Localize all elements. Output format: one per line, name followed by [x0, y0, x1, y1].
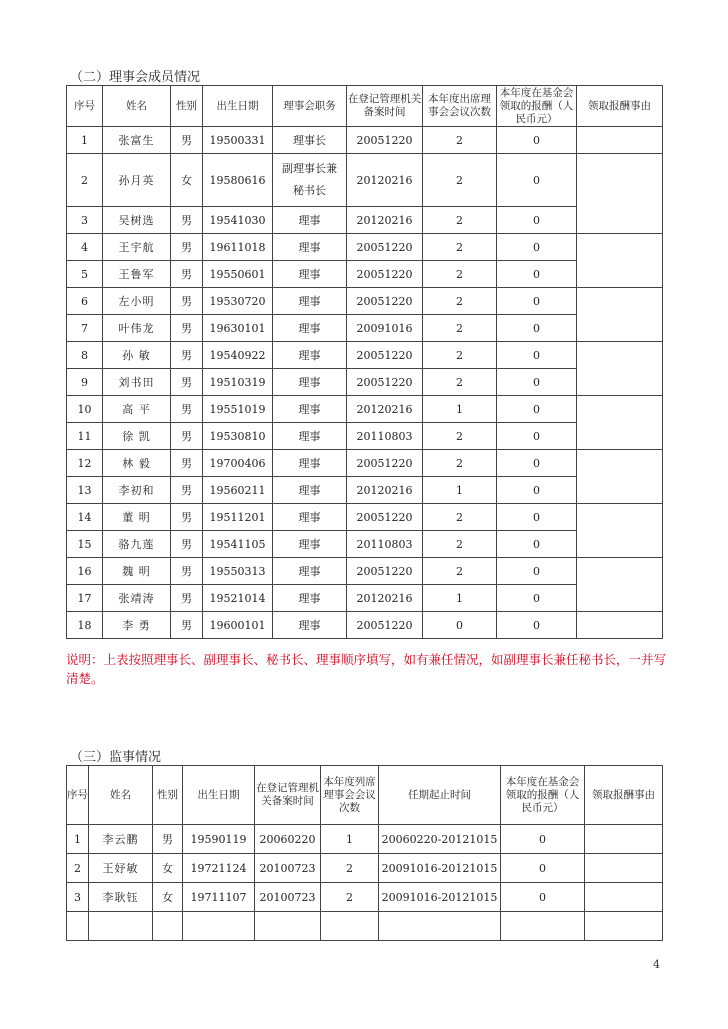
table-cell: 0 [501, 825, 585, 854]
header-cell: 性别 [153, 766, 183, 825]
table-cell [89, 912, 153, 941]
table-cell: 刘书田 [103, 369, 171, 396]
header-cell: 在登记管理机关备案时间 [347, 86, 423, 127]
table-cell: 19721124 [183, 854, 255, 883]
table-cell: 16 [67, 558, 103, 585]
header-cell: 出生日期 [203, 86, 273, 127]
table-cell: 1 [67, 127, 103, 154]
header-cell: 姓名 [103, 86, 171, 127]
table-cell: 19540922 [203, 342, 273, 369]
table-cell: 20110803 [347, 531, 423, 558]
table-cell: 理事 [273, 261, 347, 288]
table-cell: 20120216 [347, 207, 423, 234]
table-cell: 男 [171, 261, 203, 288]
table-row [67, 396, 663, 423]
header-cell: 本年度出席理事会会议次数 [423, 86, 497, 127]
table-cell: 2 [423, 154, 497, 207]
table-cell [379, 912, 501, 941]
table-row [67, 342, 663, 369]
table-cell: 0 [497, 423, 577, 450]
table-cell: 高 平 [103, 396, 171, 423]
table-cell: 徐 凯 [103, 423, 171, 450]
header-cell: 序号 [67, 86, 103, 127]
table-row [67, 450, 663, 477]
table-cell: 王宇航 [103, 234, 171, 261]
table-row [67, 825, 663, 854]
table-cell: 2 [423, 423, 497, 450]
table-cell: 20051220 [347, 127, 423, 154]
table-cell: 理事 [273, 342, 347, 369]
table-cell [585, 883, 663, 912]
table-cell: 0 [497, 342, 577, 369]
table-cell: 男 [171, 207, 203, 234]
table-cell: 20110803 [347, 423, 423, 450]
table-cell: 0 [497, 531, 577, 558]
table-cell [153, 912, 183, 941]
table-cell [577, 127, 663, 154]
table-cell: 2 [423, 558, 497, 585]
table-cell: 李云鹏 [89, 825, 153, 854]
table-row [67, 612, 663, 639]
table-row [67, 531, 663, 558]
table-cell [585, 825, 663, 854]
table-cell: 14 [67, 504, 103, 531]
table-cell: 左小明 [103, 288, 171, 315]
table-cell: 20091016-20121015 [379, 854, 501, 883]
table-cell: 19700406 [203, 450, 273, 477]
table-cell: 20120216 [347, 477, 423, 504]
table-cell: 0 [497, 207, 577, 234]
table-cell [501, 912, 585, 941]
table-cell: 男 [171, 342, 203, 369]
table-cell: 理事长 [273, 127, 347, 154]
table-cell [585, 912, 663, 941]
table-cell: 0 [497, 154, 577, 207]
table-cell [585, 854, 663, 883]
table-cell: 王妤敏 [89, 854, 153, 883]
table-cell [577, 234, 663, 288]
table-header-row [67, 86, 663, 127]
table-cell: 王鲁军 [103, 261, 171, 288]
table-cell [321, 912, 379, 941]
table-row [67, 315, 663, 342]
table-cell: 20051220 [347, 261, 423, 288]
header-cell: 性别 [171, 86, 203, 127]
table-cell: 2 [67, 854, 89, 883]
table-cell [577, 342, 663, 396]
table-cell [183, 912, 255, 941]
table-cell: 男 [171, 315, 203, 342]
table-cell: 0 [497, 261, 577, 288]
table-cell: 男 [171, 288, 203, 315]
table-cell: 8 [67, 342, 103, 369]
table-cell: 20051220 [347, 450, 423, 477]
table-cell: 18 [67, 612, 103, 639]
table-cell: 20100723 [255, 883, 321, 912]
table-cell: 2 [423, 342, 497, 369]
table-row [67, 127, 663, 154]
section-3-title: （三）监事情况 [70, 750, 162, 765]
table-cell [577, 612, 663, 639]
table-cell: 理事 [273, 207, 347, 234]
table-cell: 0 [497, 315, 577, 342]
table-cell: 0 [497, 477, 577, 504]
table-cell [577, 288, 663, 342]
table-cell: 4 [67, 234, 103, 261]
table-cell: 20051220 [347, 369, 423, 396]
table-cell: 20051220 [347, 612, 423, 639]
table-cell: 19580616 [203, 154, 273, 207]
table-cell: 男 [171, 369, 203, 396]
table-cell: 2 [423, 531, 497, 558]
table-cell: 13 [67, 477, 103, 504]
table-cell: 男 [171, 450, 203, 477]
table-cell: 理事 [273, 531, 347, 558]
table-cell: 女 [153, 883, 183, 912]
table-cell: 理事 [273, 477, 347, 504]
table-row [67, 504, 663, 531]
table-cell: 17 [67, 585, 103, 612]
table-cell: 男 [171, 234, 203, 261]
table-row [67, 207, 663, 234]
table-cell: 0 [501, 883, 585, 912]
table-cell: 19530810 [203, 423, 273, 450]
table-row [67, 912, 663, 941]
table-cell [577, 154, 663, 234]
table-cell: 20091016-20121015 [379, 883, 501, 912]
table-cell: 2 [321, 883, 379, 912]
table-cell: 19511201 [203, 504, 273, 531]
table-cell: 19500331 [203, 127, 273, 154]
table-cell: 男 [171, 127, 203, 154]
table-cell: 20060220 [255, 825, 321, 854]
table-cell: 3 [67, 883, 89, 912]
section-2-title: （二）理事会成员情况 [70, 70, 201, 85]
table-cell: 20120216 [347, 396, 423, 423]
table-cell: 2 [423, 450, 497, 477]
table-cell: 19541105 [203, 531, 273, 558]
table-cell: 20051220 [347, 342, 423, 369]
table-cell: 9 [67, 369, 103, 396]
table-cell: 骆九莲 [103, 531, 171, 558]
table-cell: 20120216 [347, 154, 423, 207]
table-cell: 20051220 [347, 234, 423, 261]
table-cell: 理事 [273, 558, 347, 585]
table-cell: 理事 [273, 585, 347, 612]
table-cell: 林 毅 [103, 450, 171, 477]
table-cell [577, 396, 663, 450]
table-row [67, 558, 663, 585]
table-cell: 20051220 [347, 504, 423, 531]
table-cell: 19550313 [203, 558, 273, 585]
page-number: 4 [653, 958, 660, 971]
table-cell: 0 [497, 558, 577, 585]
table-cell: 1 [423, 585, 497, 612]
table-note: 说明：上表按照理事长、副理事长、秘书长、理事顺序填写，如有兼任情况，如副理事长兼任秘书长，一并写清楚。 [66, 652, 667, 686]
header-cell: 理事会职务 [273, 86, 347, 127]
table-cell: 19630101 [203, 315, 273, 342]
table-cell: 副理事长兼秘书长 [273, 154, 347, 207]
table-cell: 19711107 [183, 883, 255, 912]
table-cell: 0 [497, 504, 577, 531]
table-cell: 0 [497, 234, 577, 261]
table-cell: 0 [497, 396, 577, 423]
table-row [67, 369, 663, 396]
table-cell: 1 [321, 825, 379, 854]
table-cell: 男 [171, 396, 203, 423]
table-cell: 19521014 [203, 585, 273, 612]
table-cell: 女 [171, 154, 203, 207]
table-cell: 19551019 [203, 396, 273, 423]
table-row [67, 883, 663, 912]
table-cell: 0 [497, 369, 577, 396]
table-cell: 2 [423, 261, 497, 288]
table-cell: 19611018 [203, 234, 273, 261]
header-cell: 领取报酬事由 [577, 86, 663, 127]
table-cell: 2 [321, 854, 379, 883]
header-cell: 领取报酬事由 [585, 766, 663, 825]
table-cell: 理事 [273, 396, 347, 423]
table-cell: 20051220 [347, 288, 423, 315]
table-cell [577, 450, 663, 504]
table-cell: 2 [423, 234, 497, 261]
table-cell: 孙月英 [103, 154, 171, 207]
table-cell: 理事 [273, 369, 347, 396]
table-cell [67, 912, 89, 941]
table-cell: 3 [67, 207, 103, 234]
table-cell: 11 [67, 423, 103, 450]
table-cell: 15 [67, 531, 103, 558]
table-header-row [67, 766, 663, 825]
table-cell: 20051220 [347, 558, 423, 585]
table-cell: 1 [423, 477, 497, 504]
table-cell: 理事 [273, 423, 347, 450]
table-cell: 男 [171, 504, 203, 531]
header-cell: 姓名 [89, 766, 153, 825]
table-cell: 19590119 [183, 825, 255, 854]
table-cell: 男 [171, 477, 203, 504]
table-cell: 理事 [273, 450, 347, 477]
table-row [67, 585, 663, 612]
table-cell: 吴树选 [103, 207, 171, 234]
table-cell: 1 [423, 396, 497, 423]
table-cell: 0 [497, 288, 577, 315]
table-cell: 2 [423, 288, 497, 315]
table-cell: 0 [423, 612, 497, 639]
table-cell: 理事 [273, 288, 347, 315]
table-row [67, 423, 663, 450]
table-cell [577, 558, 663, 612]
supervisors-table [66, 765, 663, 941]
table-cell: 李 勇 [103, 612, 171, 639]
table-row [67, 154, 663, 207]
table-row [67, 288, 663, 315]
header-cell: 在登记管理机关备案时间 [255, 766, 321, 825]
table-cell: 19600101 [203, 612, 273, 639]
table-row [67, 234, 663, 261]
table-cell: 男 [171, 558, 203, 585]
board-members-table [66, 85, 663, 639]
table-cell: 理事 [273, 315, 347, 342]
header-cell: 序号 [67, 766, 89, 825]
table-cell: 张富生 [103, 127, 171, 154]
table-cell: 20120216 [347, 585, 423, 612]
table-cell: 19541030 [203, 207, 273, 234]
table-cell: 理事 [273, 234, 347, 261]
table-cell: 2 [423, 504, 497, 531]
table-cell: 理事 [273, 612, 347, 639]
table-row [67, 477, 663, 504]
table-cell: 0 [497, 585, 577, 612]
header-cell: 任期起止时间 [379, 766, 501, 825]
table-cell: 0 [497, 450, 577, 477]
table-cell: 20060220-20121015 [379, 825, 501, 854]
header-cell: 本年度在基金会领取的报酬（人民币元） [497, 86, 577, 127]
table-cell: 1 [67, 825, 89, 854]
table-cell: 董 明 [103, 504, 171, 531]
table-cell: 男 [153, 825, 183, 854]
table-cell: 10 [67, 396, 103, 423]
table-cell: 李耿钰 [89, 883, 153, 912]
table-cell: 19550601 [203, 261, 273, 288]
header-cell: 本年度在基金会领取的报酬（人民币元） [501, 766, 585, 825]
table-cell: 12 [67, 450, 103, 477]
table-cell: 女 [153, 854, 183, 883]
table-row [67, 854, 663, 883]
table-cell: 张靖涛 [103, 585, 171, 612]
table-cell: 叶伟龙 [103, 315, 171, 342]
table-cell: 2 [423, 207, 497, 234]
table-cell: 0 [497, 127, 577, 154]
table-cell: 0 [497, 612, 577, 639]
table-cell: 魏 明 [103, 558, 171, 585]
table-cell [577, 504, 663, 558]
table-cell: 2 [423, 315, 497, 342]
table-cell: 男 [171, 423, 203, 450]
table-cell: 19510319 [203, 369, 273, 396]
table-cell: 2 [423, 369, 497, 396]
table-cell: 理事 [273, 504, 347, 531]
table-cell: 男 [171, 531, 203, 558]
table-cell: 2 [67, 154, 103, 207]
header-cell: 本年度列席理事会会议次数 [321, 766, 379, 825]
table-cell: 20091016 [347, 315, 423, 342]
table-cell: 5 [67, 261, 103, 288]
table-cell [255, 912, 321, 941]
table-cell: 0 [501, 854, 585, 883]
header-cell: 出生日期 [183, 766, 255, 825]
table-cell: 男 [171, 585, 203, 612]
table-cell: 6 [67, 288, 103, 315]
table-cell: 7 [67, 315, 103, 342]
table-cell: 男 [171, 612, 203, 639]
table-cell: 孙 敏 [103, 342, 171, 369]
table-cell: 2 [423, 127, 497, 154]
table-row [67, 261, 663, 288]
table-cell: 20100723 [255, 854, 321, 883]
table-cell: 19530720 [203, 288, 273, 315]
table-cell: 19560211 [203, 477, 273, 504]
table-cell: 李初和 [103, 477, 171, 504]
